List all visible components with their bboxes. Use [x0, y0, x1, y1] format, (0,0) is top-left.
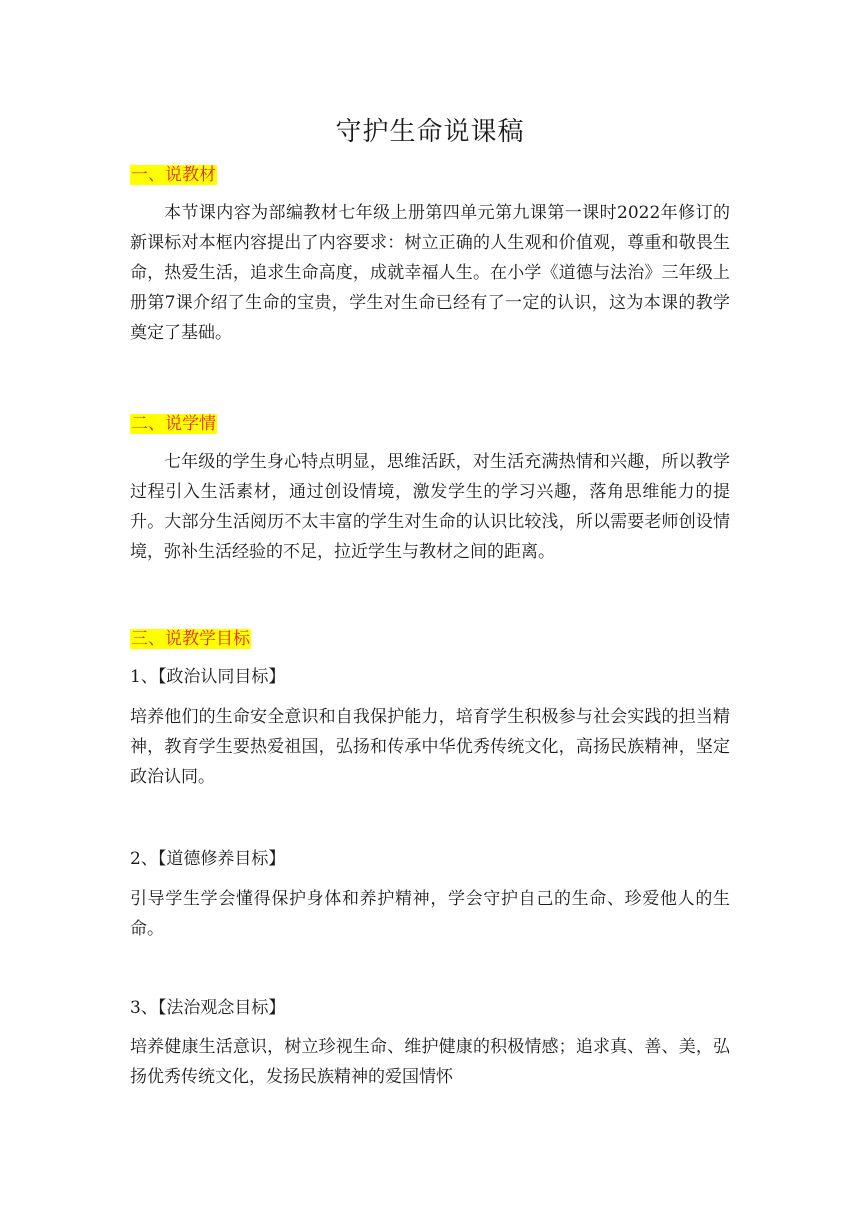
goal-label-legal: 3、【法治观念目标】 [130, 998, 286, 1018]
document-title: 守护生命说课稿 [335, 117, 525, 147]
goal-text-political: 培养他们的生命安全意识和自我保护能力，培育学生积极参与社会实践的担当精神，教育学生要热爱祖国，弘扬和传承中华优秀传统文化，高扬民族精神，坚定政治认同。 [130, 707, 730, 787]
section-heading-goals [130, 626, 251, 652]
goal-text-moral: 引导学生学会懂得保护身体和养护精神，学会守护自己的生命、珍爱他人的生命。 [130, 889, 730, 939]
section-body-learners: 七年级的学生身心特点明显，思维活跃，对生活充满热情和兴趣，所以教学过程引入生活素材，通过创设情境，激发学生的学习兴趣，落角思维能力的提升。大部分生活阅历不太丰富的学生对生命的认识比较浅，所以需要老师创设情境，弥补生活经验的不足，拉近学生与教材之间的距离。 [130, 452, 730, 562]
section-heading-label: 二、说学情 [131, 414, 216, 434]
section-heading-textbook [130, 162, 217, 188]
goal-text-legal: 培养健康生活意识，树立珍视生命、维护健康的积极情感；追求真、善、美，弘扬优秀传统文化，发扬民族精神的爱国情怀 [130, 1037, 730, 1087]
goal-label-moral: 2、【道德修养目标】 [130, 849, 286, 869]
goal-label-political: 1、【政治认同目标】 [130, 667, 286, 687]
section-body-textbook: 本节课内容为部编教材七年级上册第四单元第九课第一课时2022年修订的新课标对本框内容提出了内容要求：树立正确的人生观和价值观，尊重和敬畏生命，热爱生活，追求生命高度，成就幸福人生。在小学《道德与法治》三年级上册第7课介绍了生命的宝贵，学生对生命已经有了一定的认识，这为本课的教学奠定了基础。 [130, 203, 730, 343]
section-heading-learners [130, 411, 217, 437]
section-heading-label: 三、说教学目标 [131, 629, 250, 649]
section-heading-label: 一、说教材 [131, 165, 216, 185]
